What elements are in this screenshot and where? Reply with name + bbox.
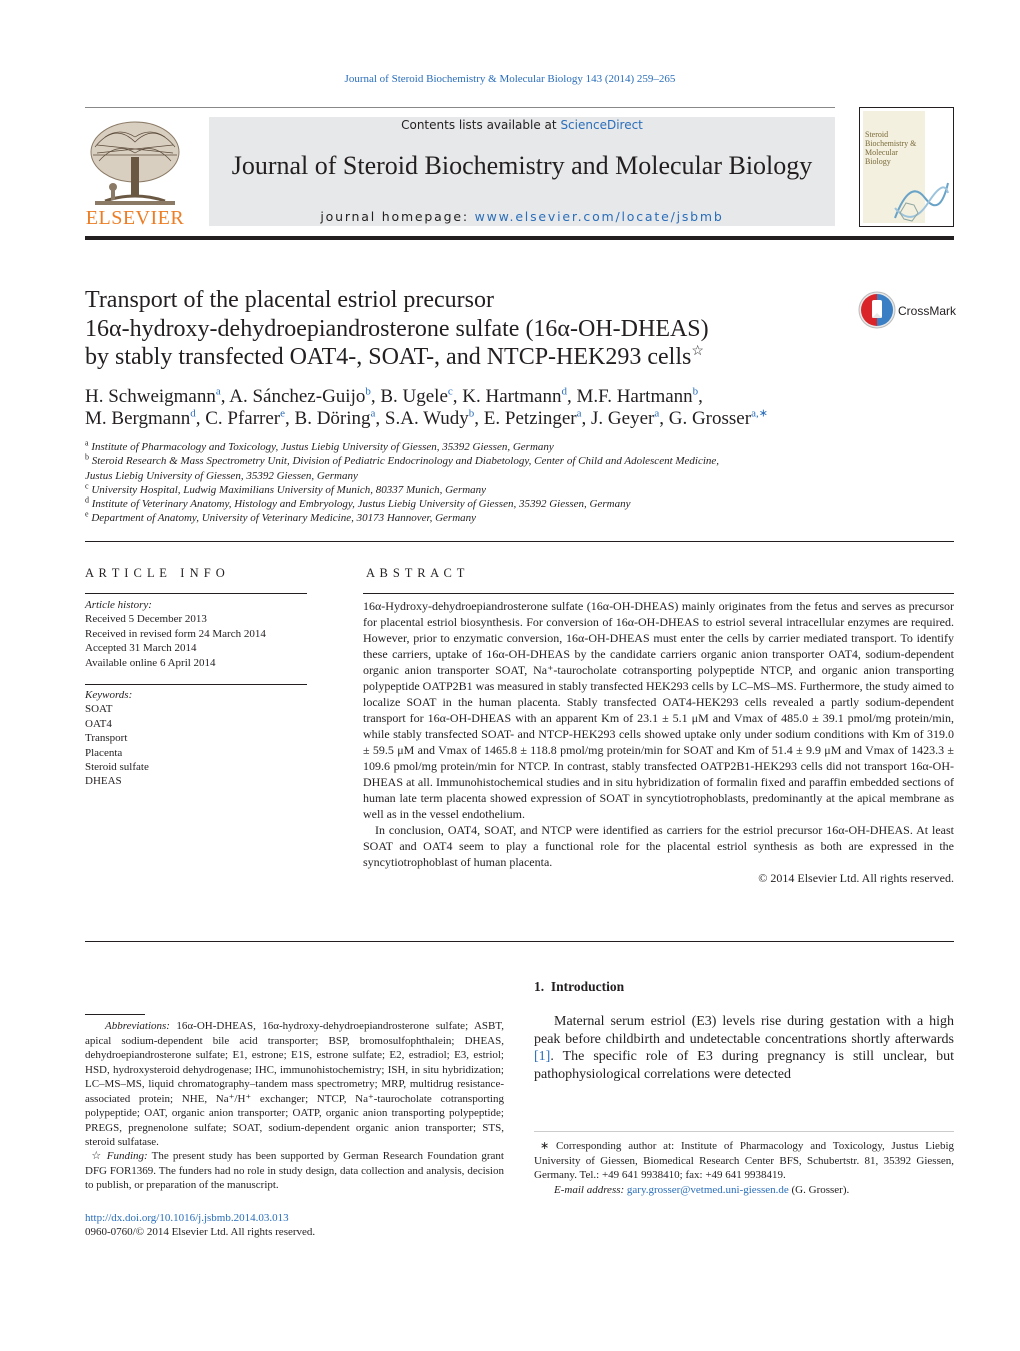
article-history — [85, 598, 307, 670]
author-separator: , — [375, 408, 385, 429]
abstract-copyright: © 2014 Elsevier Ltd. All rights reserved. — [758, 871, 954, 885]
affiliation-text: University Hospital, Ludwig Maximilians University of Munich, 80337 Munich, Germany — [91, 483, 487, 496]
abstract-end-rule — [85, 941, 954, 942]
affiliation-text: Department of Anatomy, University of Veterinary Medicine, 30173 Hannover, Germany — [91, 512, 477, 525]
affiliation-item — [85, 440, 955, 454]
author-name: M.F. Hartmann — [576, 386, 693, 407]
author-separator: , — [567, 386, 577, 407]
history-list — [85, 612, 307, 670]
affiliations — [85, 440, 955, 526]
funding-label: Funding: — [106, 1150, 148, 1162]
sciencedirect-link[interactable]: ScienceDirect — [560, 118, 643, 132]
author-separator: , — [581, 408, 592, 429]
doi-link[interactable]: http://dx.doi.org/10.1016/j.jsbmb.2014.03.013 — [85, 1212, 289, 1224]
affiliation-rule — [85, 541, 954, 542]
keyword-item: Steroid sulfate — [85, 761, 149, 774]
author-affiliation-mark[interactable]: b — [468, 407, 475, 420]
issn-copyright: 0960-0760/© 2014 Elsevier Ltd. All rights reserved. — [85, 1226, 316, 1238]
header-rule — [85, 107, 835, 108]
corresponding-star: ∗ — [540, 1140, 550, 1152]
affiliation-item — [85, 483, 955, 497]
author-separator: , — [474, 408, 484, 429]
abstract-paragraph-2: In conclusion, OAT4, SOAT, and NTCP were identified as carriers for the estriol precursor 16α-OH-DHEAS. At least SOAT and OAT4 seem to play a functional role for the placental estriol synthesis as both are expressed in the syncytiotrophoblast of human placenta. — [363, 823, 954, 869]
homepage-prefix: journal homepage: — [320, 209, 475, 224]
affiliation-text: Steroid Research & Mass Spectrometry Unit, Division of Pediatric Endocrinology and Diabetology, Center of Child and Adolescent Medicine, — [91, 455, 720, 468]
article-info-heading: A R T I C L E I N F O — [85, 566, 226, 580]
abstract-rule — [363, 593, 954, 594]
homepage-link[interactable]: www.elsevier.com/locate/jsbmb — [474, 209, 724, 224]
author-name: S.A. Wudy — [384, 408, 469, 429]
masthead-rule — [85, 236, 954, 240]
history-item: Received 5 December 2013 — [85, 613, 207, 626]
title-footnote-star[interactable]: ☆ — [691, 344, 704, 359]
author-affiliation-mark[interactable]: a — [215, 385, 221, 398]
author-separator: , — [659, 408, 669, 429]
author-separator: , — [370, 386, 381, 407]
author-affiliation-mark[interactable]: a — [576, 407, 582, 420]
keywords-list — [85, 702, 307, 788]
running-header[interactable]: Journal of Steroid Biochemistry & Molecular Biology 143 (2014) 259–265 — [344, 73, 676, 85]
history-label: Article history: — [85, 599, 152, 611]
keyword-item: OAT4 — [85, 717, 112, 730]
introduction-text-1: Maternal serum estriol (E3) levels rise during gestation with a high peak before childbirth and undetectable concentrations shortly afterwards — [534, 1014, 954, 1047]
author-name: M. Bergmann — [85, 408, 191, 429]
author-separator: , — [285, 408, 295, 429]
correspondence-rule — [534, 1131, 954, 1132]
author-affiliation-mark[interactable]: b — [365, 385, 371, 398]
author-separator: , — [452, 386, 463, 407]
author-name: C. Pfarrer — [205, 408, 281, 429]
affiliation-item — [85, 511, 955, 525]
history-item: Accepted 31 March 2014 — [85, 642, 197, 655]
journal-name: Journal of Steroid Biochemistry and Molecular Biology — [231, 151, 813, 180]
author-name: G. Grosser — [668, 408, 752, 429]
journal-cover[interactable] — [859, 107, 954, 227]
affiliation-text: Institute of Pharmacology and Toxicology, Justus Liebig University of Giessen, 35392 Giessen, Germany — [91, 441, 554, 453]
contents-line — [209, 118, 835, 132]
article-info-rule — [85, 593, 307, 594]
affiliation-mark: e — [85, 509, 89, 519]
affiliation-item — [85, 497, 955, 511]
affiliation-mark: a — [85, 438, 89, 448]
affiliation-item — [85, 454, 955, 468]
elsevier-tree-icon — [85, 117, 185, 209]
author-affiliation-mark[interactable]: d — [561, 385, 567, 398]
cover-title: Steroid Biochemistry & Molecular Biology — [865, 130, 917, 166]
introduction-heading: 1. Introduction — [534, 979, 625, 994]
title-line-3 — [85, 343, 845, 372]
keyword-item: SOAT — [85, 703, 113, 716]
keyword-item: DHEAS — [85, 775, 122, 788]
history-item: Received in revised form 24 March 2014 — [85, 627, 266, 640]
keyword-item: Transport — [85, 732, 128, 745]
authors-line-2 — [85, 407, 955, 431]
correspondence-footnote — [534, 1139, 954, 1197]
email-suffix: (G. Grosser). — [791, 1183, 850, 1196]
author-name: B. Ugele — [380, 386, 448, 407]
introduction-paragraph — [534, 1013, 954, 1083]
crossmark-icon — [858, 291, 896, 329]
elsevier-logo — [85, 117, 185, 227]
abbreviations-text: 16α-OH-DHEAS, 16α-hydroxy-dehydroepiandrosterone sulfate; ASBT, apical sodium-dependent bile acid transporter; BSP, bromosulfophthalein; DHEAS, dehydroepiandrosterone sulfate; E1, estrone; E1S, estrone sulfate; E2, estradiol; E3, estriol; HSD, hydroxysteroid dehydrogenase; IHC, immunohistochemistry; ISH, in situ hybridization; LC–MS–MS, liquid chromatography–tandem mass spectrometry; MRP, multidrug resistance-associated protein; NHE, Na⁺/H⁺ exchanger; NTCP, Na⁺-taurocholate cotransporting polypeptide; OAT, organic anion transporter; OATP, organic anion transporting polypeptide; PREGS, pregnenolone sulfate; SOAT, sodium-dependent organic anion transporter; STS, steroid sulfatase. — [85, 1020, 505, 1148]
keywords-label: Keywords: — [85, 689, 133, 701]
correspondence-text: Corresponding author at: Institute of Pharmacology and Toxicology, Justus Liebig University of Giessen, Biomedical Research Center BFS, Schubertstr. 81, 35392 Giessen, Germany. Tel.: +49 641 9938410; fax: +49 641 9938419. — [534, 1140, 954, 1181]
email-link[interactable]: gary.grosser@vetmed.uni-giessen.de — [626, 1183, 789, 1196]
author-affiliation-mark[interactable]: e — [280, 407, 286, 420]
author-name: B. Döring — [294, 408, 371, 429]
homepage-line — [209, 209, 835, 224]
footnote-rule — [85, 1014, 145, 1015]
abstract-heading: A B S T R A C T — [366, 566, 466, 580]
author-affiliation-mark[interactable]: a — [654, 407, 660, 420]
affiliation-mark: d — [85, 495, 89, 505]
author-name: J. Geyer — [591, 408, 655, 429]
author-separator: , — [195, 408, 206, 429]
title-line-1: Transport of the placental estriol precursor — [85, 287, 494, 313]
reference-1-link[interactable]: [1] — [534, 1049, 551, 1064]
introduction-text-2: . The specific role of E3 during pregnancy is still unclear, but pathophysiological correlations were detected — [534, 1049, 954, 1082]
author-name: E. Petzinger — [483, 408, 577, 429]
dna-helix-icon — [890, 178, 950, 223]
author-affiliation-mark[interactable]: b — [692, 385, 699, 398]
keywords-rule — [85, 684, 307, 685]
funding-footnote — [85, 1149, 504, 1193]
author-affiliation-mark[interactable]: d — [190, 407, 196, 420]
email-line — [534, 1183, 954, 1198]
title-line-3-text: by stably transfected OAT4-, SOAT-, and NTCP-HEK293 cells — [85, 344, 692, 370]
crossmark-badge[interactable] — [858, 291, 958, 331]
history-item: Available online 6 April 2014 — [85, 656, 216, 669]
crossmark-label: CrossMark — [898, 304, 957, 318]
contents-prefix: Contents lists available at — [401, 118, 561, 132]
author-affiliation-mark[interactable]: a — [370, 407, 376, 420]
abbreviations-footnote — [85, 1019, 504, 1150]
email-label: E-mail address: — [554, 1183, 625, 1196]
author-affiliation-mark[interactable]: c — [447, 385, 453, 398]
publisher-name: ELSEVIER — [85, 207, 185, 229]
keyword-item: Placenta — [85, 746, 123, 759]
funding-star: ☆ — [90, 1150, 103, 1162]
abstract-body — [363, 598, 954, 886]
abbreviations-label: Abbreviations: — [105, 1020, 170, 1032]
author-name: H. Schweigmann — [85, 386, 216, 407]
keywords — [85, 688, 307, 789]
affiliation-mark: b — [85, 452, 89, 462]
funding-text: The present study has been supported by German Research Foundation grant DFG FOR1369. The funders had no role in study design, data collection and analysis, decision to publish, or preparation of the manuscript. — [85, 1150, 504, 1191]
article-title — [85, 286, 845, 372]
affiliation-mark: c — [85, 481, 89, 491]
title-line-2: 16α-hydroxy-dehydroepiandrosterone sulfate (16α-OH-DHEAS) — [85, 315, 709, 342]
author-name: A. Sánchez-Guijo — [229, 386, 366, 407]
author-separator: , — [698, 386, 703, 407]
author-name: K. Hartmann — [462, 386, 562, 407]
abstract-paragraph-1: 16α-Hydroxy-dehydroepiandrosterone sulfate (16α-OH-DHEAS) mainly originates from the fetus and serves as precursor for placental estriol biosynthesis. For conversion of 16α-OH-DHEAS to estriol several intracellular enzymes are required. However, prior to enzymatic conversion, 16α-OH-DHEAS must enter the cells by carrier mediated transport. To identify these carriers, uptake of 16α-OH-DHEAS by the candidate carriers organic anion transporter OAT4, sodium-dependent organic anion transporter SOAT, Na⁺-taurocholate cotransporting polypeptide NTCP, and organic anion transporting polypeptide OATP2B1 was measured in stably transfected HEK293 cells by LC–MS–MS. Furthermore, the study aimed to localize SOAT in the human placenta. Stably transfected OAT4-HEK293 cells revealed a partly sodium-dependent transport for 16α-OH-DHEAS with an apparent Km of 23.1 ± 5.1 μM and Vmax of 485.0 ± 39.1 pmol/mg protein/min, while stably transfected SOAT- and NTCP-HEK293 cells showed uptake only under sodium conditions with Km of 319.0 ± 59.5 μM and Vmax of 1465.8 ± 118.8 pmol/mg protein/min for SOAT and Km of 51.4 ± 9.9 μM and Vmax of 1423.3 ± 109.6 pmol/mg protein/min for NTCP. In contrast, stably transfected OATP2B1-HEK293 cells did not transport 16α-OH-DHEAS at all. Immunohistochemical studies and in situ hybridization of formalin fixed and paraffin embedded sections of human late term placenta showed expression of SOAT in syncytiotrophoblasts, predominantly at the apical membrane as well as in the vessel endothelium. — [363, 599, 954, 821]
affiliation-text: Justus Liebig University of Giessen, 35392 Giessen, Germany — [85, 469, 358, 482]
masthead-box — [209, 117, 835, 226]
author-affiliation-mark[interactable]: a,∗ — [751, 407, 768, 420]
affiliation-text: Institute of Veterinary Anatomy, Histology and Embryology, Justus Liebig University of Giessen, 35392 Giessen, Germany — [91, 498, 631, 511]
affiliation-item — [85, 469, 955, 483]
authors-line-1 — [85, 385, 955, 409]
author-separator: , — [220, 386, 230, 407]
